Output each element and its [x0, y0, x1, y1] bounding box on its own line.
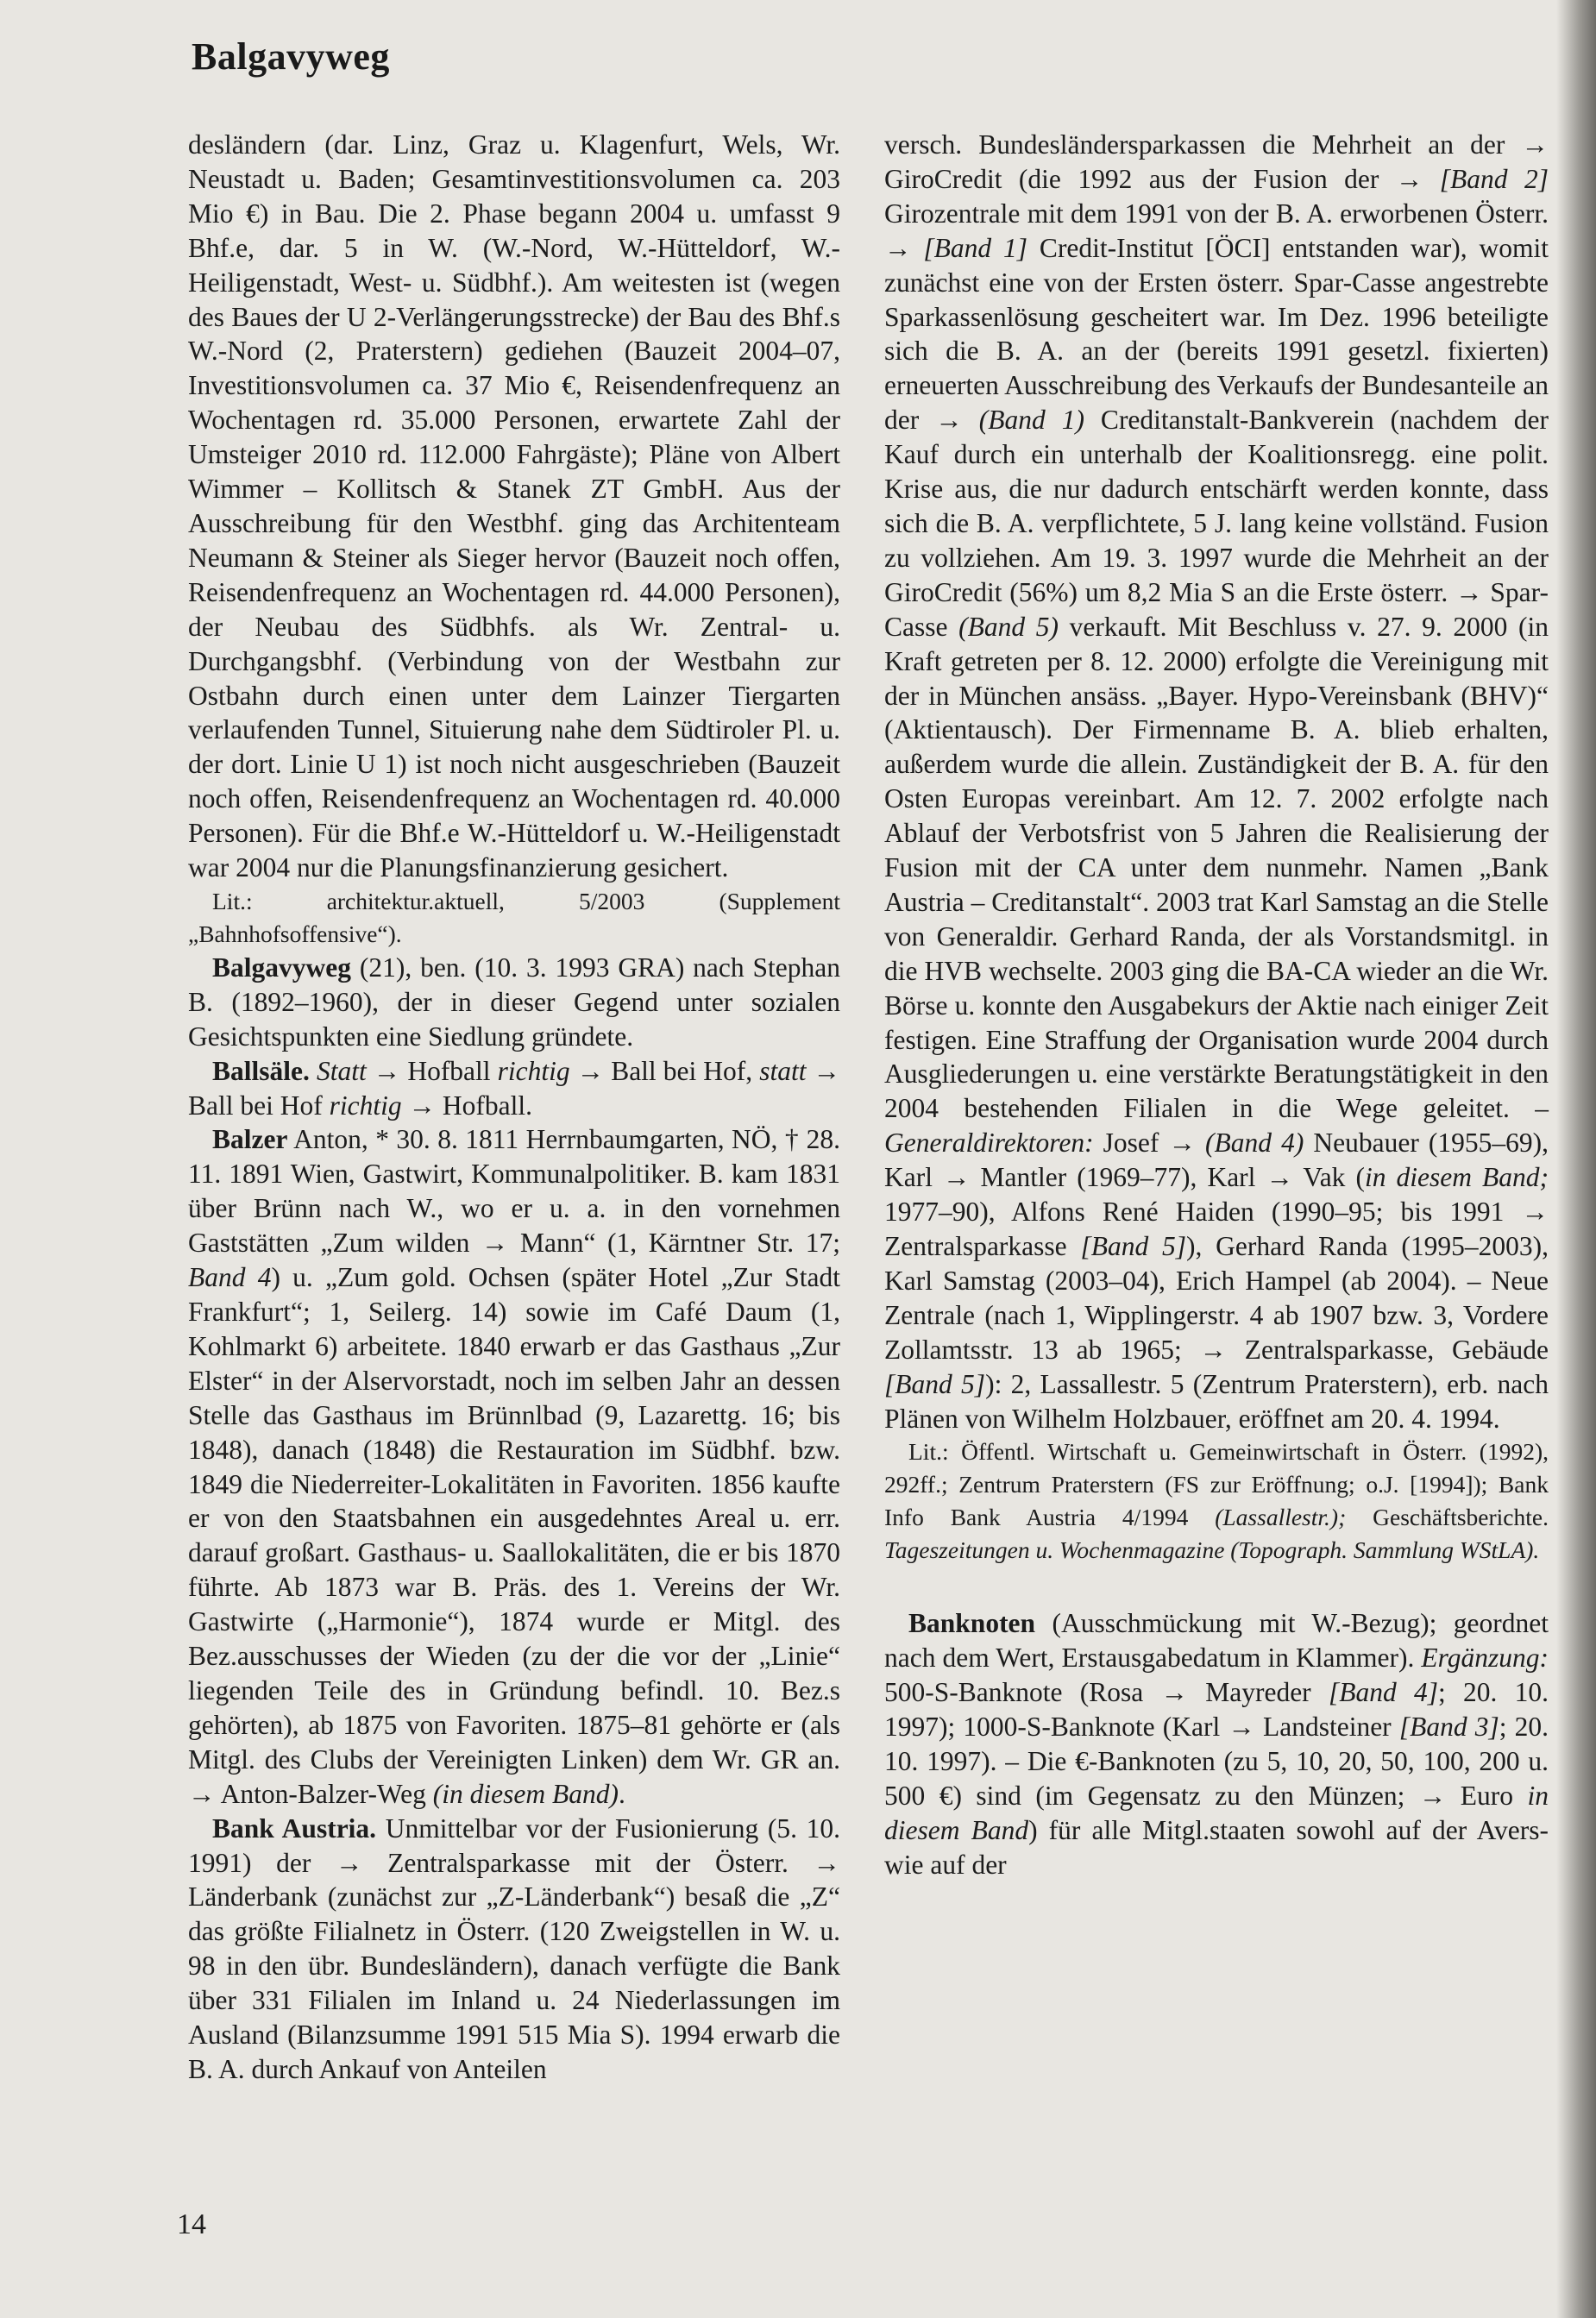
entry-text: verkauft. Mit Beschluss v. 27. 9. 2000 (in Kraft getreten per 8. 12. 2000) erfolgte die Vereinigung mit der in München ansäss. „Bayer. Hypo-Vereinsbank (BHV)“ (Aktientausch). Der Firmenname B. A. blieb erhalten, außerdem wurde die allein. Zuständigkeit der B. A. für den Osten Europas vereinbart. Am 12. 7. 2002 erfolgte nach Ablauf der Verbotsfrist von 5 Jahren die Realisierung der Fusion mit der CA unter dem nunmehr. Namen „Bank Austria – Creditanstalt“. 2003 trat Karl Samstag an die Stelle von Generaldir. Gerhard Randa, der als Vorstandsmitgl. in die HVB wechselte. 2003 ging die BA-CA wieder an die Wr. Börse u. konnte den Ausgabekurs der Aktie nach einiger Zeit festigen. Eine Straffung der Organisation wurde 2004 durch Ausgliederungen u. eine verstärkte Beratungstätigkeit in den 2004 bestehenden Filialen in die Wege geleitet. – — [884, 611, 1549, 1124]
entry-text: Creditanstalt-Bankverein (nachdem der Kauf durch ein unterhalb der Koalitionsregg. eine polit. Krise aus, die nur dadurch entschärft werden konnte, dass sich die B. A. verpflichtete, 5 J. lang keine vollständ. Fusion zu vollziehen. Am 19. 3. 1997 wurde die Mehrheit an der GiroCredit (56%) um 8,2 Mia S an die Erste österr. → Spar-Casse — [884, 405, 1549, 642]
entry-headword: Bank Austria. — [212, 1812, 377, 1844]
literature-note — [884, 1435, 1549, 1567]
entry-bank-austria-continued — [884, 128, 1549, 1435]
paragraph-bahnhofsoffensive: desländern (dar. Linz, Graz u. Klagenfurt, Wels, Wr. Neustadt u. Baden; Gesamtinvestitionsvolumen ca. 203 Mio €) in Bau. Die 2. Phase begann 2004 u. umfasst 9 Bhf.e, dar. 5 in W. (W.-Nord, W.-Hütteldorf, W.-Heiligenstadt, West- u. Südbhf.). Am weitesten ist (wegen des Baues der U 2-Verlängerungsstrecke) der Bau des Bhf.s W.-Nord (2, Praterstern) gediehen (Bauzeit 2004–07, Investitionsvolumen ca. 37 Mio €, Reisendenfrequenz an Wochentagen rd. 35.000 Personen, erwartete Zahl der Umsteiger 2010 rd. 112.000 Fahrgäste); Pläne von Albert Wimmer – Kollitsch & Stanek ZT GmbH. Aus der Ausschreibung für den Westbhf. ging das Architenteam Neumann & Steiner als Sieger hervor (Bauzeit noch offen, Reisendenfrequenz an Wochentagen rd. 44.000 Personen), der Neubau des Südbhfs. als Wr. Zentral- u. Durchgangsbhf. (Verbindung von der Westbahn zur Ostbahn durch einen unter dem Lainzer Tiergarten verlaufenden Tunnel, Situierung nahe dem Südtiroler Pl. u. der dort. Linie U 1) ist noch nicht ausgeschrieben (Bauzeit noch offen, Reisendenfrequenz an Wochentagen rd. 40.000 Personen). Für die Bhf.e W.-Hütteldorf u. W.-Heiligenstadt war 2004 nur die Planungsfinanzierung gesichert. — [188, 129, 840, 883]
entry-text: ; 20. 10. 1997). – Die €-Banknoten (zu 5, 10, 20, 50, 100, 200 u. 500 €) sind (im Gegensatz zu den Münzen; → Euro — [884, 1712, 1549, 1811]
literature-note: Lit.: architektur.aktuell, 5/2003 (Supplement „Bahnhofsoffensive“). — [188, 887, 840, 947]
entry-bank-austria — [188, 1812, 840, 2087]
entry-text: Josef → — [1093, 1128, 1206, 1159]
volume-reference: (Band 1) — [978, 405, 1084, 436]
entry-text: 1977–90), Alfons René Haiden (1990–95; bis 1991 → Zentralsparkasse — [884, 1197, 1549, 1261]
volume-reference: (in diesem Band) — [432, 1778, 619, 1809]
lit-italic: (Lassallestr.); — [1215, 1504, 1347, 1531]
volume-reference: (Band 5) — [958, 611, 1059, 642]
volume-reference: Band 4 — [188, 1262, 272, 1293]
lit-text: Geschäftsberichte. — [1346, 1504, 1549, 1531]
volume-reference: [Band 5] — [1080, 1231, 1186, 1261]
entry-text: . — [618, 1778, 625, 1809]
volume-reference: (Band 4) — [1205, 1128, 1304, 1159]
entry-headword: Balgavyweg — [212, 952, 351, 983]
entry-text: ; 20. 10. 1997); 1000-S-Banknote (Karl → Landsteiner — [884, 1677, 1549, 1743]
entry-text: (Ausschmückung mit W.-Bezug); geordnet nach dem Wert, Erstausgabedatum in Klammer). — [884, 1608, 1549, 1674]
volume-reference: in diesem Band; — [1364, 1162, 1549, 1193]
entry-banknoten — [884, 1606, 1549, 1881]
left-column — [188, 128, 840, 2087]
entry-headword: Ballsäle. — [212, 1055, 310, 1086]
volume-reference: [Band 3] — [1398, 1712, 1499, 1743]
entry-text: → Ball bei Hof — [188, 1055, 841, 1121]
volume-reference: in diesem Band — [884, 1780, 1549, 1845]
page-gutter-shadow — [1556, 0, 1596, 2318]
right-column — [884, 128, 1549, 1882]
entry-text: (21), ben. (10. 3. 1993 GRA) nach Stephan B. (1892–1960), der in dieser Gegend unter sozialen Gesichtspunkten eine Siedlung gründete. — [188, 952, 840, 1052]
entry-italic: Generaldirektoren: — [884, 1128, 1094, 1159]
entry-italic: Statt — [316, 1055, 367, 1086]
entry-text: ) für alle Mitgl.staaten sowohl auf der Avers- wie auf der — [884, 1814, 1549, 1880]
lit-text: Lit.: Öffentl. Wirtschaft u. Gemeinwirtschaft in Österr. (1992), 292ff.; Zentrum Praterstern (FS zur Eröffnung; o.J. [1994]); Bank Info Bank Austria 4/1994 — [884, 1438, 1549, 1531]
entry-text: ): 2, Lassallestr. 5 (Zentrum Praterstern), erb. nach Plänen von Wilhelm Holzbauer, eröffnet am 20. 4. 1994. — [884, 1368, 1549, 1434]
entry-text: Unmittelbar vor der Fusionierung (5. 10. 1991) der → Zentralsparkasse mit der Österr. → Länderbank (zunächst zur „Z-Länderbank“) besaß die „Z“ das größte Filialnetz in Österr. (120 Zweigstellen in W. u. 98 in den übr. Bundesländern), danach verfügte die Bank über 331 Filialen im Inland u. 24 Niederlassungen im Ausland (Bilanzsumme 1991 515 Mia S). 1994 erwarb die B. A. durch Ankauf von Anteilen — [188, 1812, 840, 2084]
volume-reference: [Band 2] — [1439, 163, 1549, 194]
entry-italic: Ergänzung: — [1421, 1643, 1549, 1674]
entry-text: ), Gerhard Randa (1995–2003), Karl Samstag (2003–04), Erich Hampel (ab 2004). – Neue Zentrale (nach 1, Wipplingerstr. 4 ab 1907 bzw. 3, Vordere Zollamtsstr. 13 ab 1965; → Zentralsparkasse, Gebäude — [884, 1231, 1549, 1365]
volume-reference: [Band 5] — [884, 1368, 986, 1399]
entry-balgavyweg — [188, 951, 840, 1054]
entry-headword: Banknoten — [908, 1608, 1036, 1639]
entry-text: Anton, * 30. 8. 1811 Herrnbaumgarten, NÖ, † 28. 11. 1891 Wien, Gastwirt, Kommunalpolitiker. B. kam 1831 über Brünn nach W., wo er u. a. in den vornehmen Gaststätten „Zum wilden → Mann“ (1, Kärntner Str. 17; — [188, 1124, 840, 1259]
entry-text: → Ball bei Hof, — [569, 1055, 760, 1086]
volume-reference: [Band 4] — [1328, 1677, 1438, 1708]
entry-balzer — [188, 1122, 840, 1811]
entry-text: Neubauer (1955–69), Karl → Mantler (1969–77), Karl → Vak ( — [884, 1128, 1549, 1193]
volume-reference: [Band 1] — [923, 232, 1028, 263]
lit-italic: Tageszeitungen u. Wochenmagazine (Topograph. Sammlung WStLA). — [884, 1536, 1540, 1564]
entry-text: ) u. „Zum gold. Ochsen (später Hotel „Zur Stadt Frankfurt“; 1, Seilerg. 14) sowie im Café Daum (1, Kohlmarkt 6) arbeitete. 1840 erwarb er das Gasthaus „Zur Elster“ in der Alservorstadt, noch im selben Jahr an dessen Stelle das Gasthaus im Brünnlbad (9, Lazarettg. 16; bis 1848), danach (1848) die Restauration im Südbhf. bzw. 1849 die Niederreiter-Lokalitäten in Favoriten. 1856 kaufte er von den Staatsbahnen ein ausgedehntes Areal u. err. darauf großart. Gasthaus- u. Saallokalitäten, die er bis 1870 führte. Ab 1873 war B. Präs. des 1. Vereins der Wr. Gastwirte („Harmonie“), 1874 wurde er Mitgl. des Bez.ausschusses der Wieden (zu der die vor der „Linie“ liegenden Teile des in Gründung befindl. 10. Bez.s gehörten), ab 1875 von Favoriten. 1875–81 gehörte er (als Mitgl. des Clubs der Vereinigten Linken) dem Wr. GR an. → Anton-Balzer-Weg — [188, 1262, 840, 1809]
entry-text: 500-S-Banknote (Rosa → Mayreder — [884, 1677, 1329, 1708]
entry-text: Girozentrale mit dem 1991 von der B. A. erworbenen Österr. → — [884, 198, 1549, 263]
entry-ballsaele — [188, 1054, 840, 1123]
running-title: Balgavyweg — [192, 35, 390, 78]
entry-text: → Hofball. — [401, 1090, 532, 1121]
entry-headword: Balzer — [212, 1124, 288, 1155]
entry-text: Credit-Institut [ÖCI] entstanden war), womit zunächst eine von der Ersten österr. Spar-Casse angestrebte Sparkassenlösung gescheitert war. Im Dez. 1996 beteiligte sich die B. A. an der (bereits 1991 gesetzl. fixierten) erneuerten Ausschreibung des Verkaufs der Bundesanteile an der → — [884, 232, 1549, 436]
page-number: 14 — [177, 2208, 206, 2240]
entry-text: versch. Bundesländersparkassen die Mehrheit an der → GiroCredit (die 1992 aus der Fusion der → — [884, 129, 1549, 194]
entry-italic: richtig — [329, 1090, 402, 1121]
entry-italic: richtig — [497, 1055, 570, 1086]
entry-italic: statt — [759, 1055, 807, 1086]
entry-text: → Hofball — [366, 1055, 498, 1086]
